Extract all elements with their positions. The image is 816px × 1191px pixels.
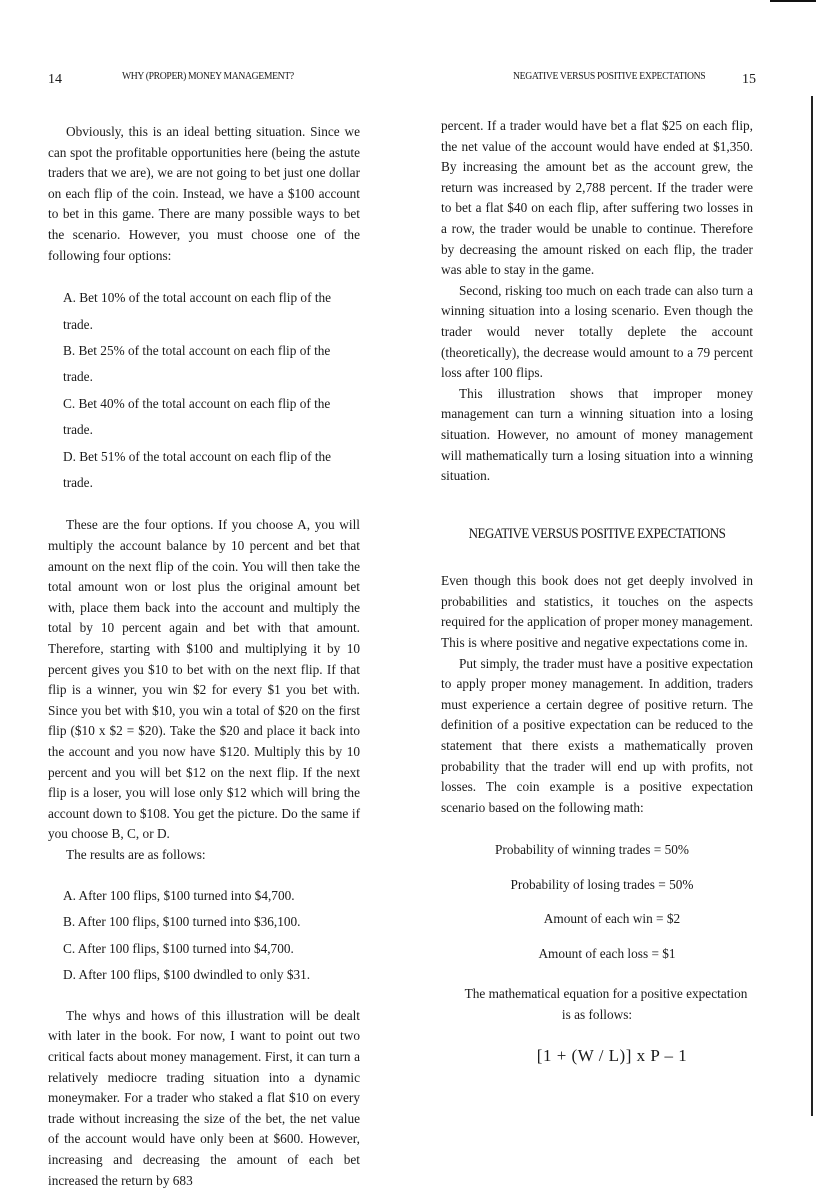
option-c: C. Bet 40% of the total account on each flip of the trade.: [63, 395, 331, 438]
left-page-number: 14: [48, 72, 62, 87]
results-intro-paragraph: The results are as follows:: [66, 846, 206, 862]
option-b: B. Bet 25% of the total account on each flip of the trade.: [63, 342, 331, 385]
expectations-intro-paragraph: Even though this book does not get deeply involved in probabilities and statistics, it touches on the aspects required for the application of proper money management. This is where positive and negative expectations come in.: [441, 573, 753, 651]
continuation-paragraph: percent. If a trader would have bet a flat $25 on each flip, the net value of the account would have ended at $1,350. By increasing the amount bet as the account grew, the return was increased by 2,788 percent. If the trader were to bet a flat $40 on each flip, after suffering two losses in a row, the trader would be unable to continue. Therefore by decreasing the amount risked on each flip, the trader was able to stay in the game.: [441, 118, 753, 278]
probability-losing: Probability of losing trades = 50%: [510, 876, 694, 892]
amount-each-win: Amount of each win = $2: [543, 911, 681, 927]
result-b: B. After 100 flips, $100 turned into $36,100.: [63, 914, 301, 930]
expectation-formula: [1 + (W / L)] x P – 1: [536, 1045, 688, 1065]
positive-expectation-paragraph: Put simply, the trader must have a positive expectation to apply proper money management. In addition, traders must experience a certain degree of positive return. The definition of a positive expectation can be reduced to the statement that there exists a mathematically proven probability that the trader will end up with profits, not losses. The coin example is a positive expectation scenario based on the following math:: [441, 655, 753, 815]
probability-winning: Probability of winning trades = 50%: [495, 842, 689, 858]
critical-facts-paragraph: The whys and hows of this illustration will be dealt with later in the book. For now, I want to point out two critical facts about money management. First, it can turn a relatively mediocre trading situation into a dynamic moneymaker. For a trader who staked a flat $10 on every trade without increasing the size of the bet, the net value of the account would have only been at $600. However, increasing and decreasing the amount of each bet increased the return by 683: [48, 1007, 360, 1188]
result-d: D. After 100 flips, $100 dwindled to only $31.: [63, 967, 311, 983]
equation-intro: The mathematical equation for a positive expectation is as follows:: [464, 986, 748, 1022]
betting-options-list: [48, 285, 360, 496]
option-d: D. Bet 51% of the total account on each flip of the trade.: [63, 448, 332, 490]
result-a: A. After 100 flips, $100 turned into $4,700.: [63, 887, 295, 903]
right-margin-rule: [811, 96, 813, 1116]
right-page-number: 15: [742, 72, 756, 87]
amount-each-loss: Amount of each loss = $1: [538, 945, 676, 961]
result-c: C. After 100 flips, $100 turned into $4,700.: [63, 940, 294, 956]
illustration-paragraph: This illustration shows that improper money management can turn a winning situation into a losing situation. However, no amount of money management will mathematically turn a losing situation into a winning situation.: [441, 385, 753, 484]
intro-paragraph: Obviously, this is an ideal betting situation. Since we can spot the profitable opportunities here (being the astute traders that we are), we are not going to bet just one dollar on each flip of the coin. Instead, we have a $100 account to bet in this game. There are many possible ways to bet the scenario. However, you must choose one of the following four options:: [48, 124, 360, 263]
risk-paragraph: Second, risking too much on each trade can also turn a winning situation into a losing scenario. Even though the trader would never totally deplete the account (theoretically), the decrease would amount to a 79 percent loss after 100 flips.: [441, 282, 753, 381]
results-list: [48, 883, 360, 989]
section-heading: NEGATIVE VERSUS POSITIVE EXPECTATIONS: [468, 525, 726, 542]
option-a: A. Bet 10% of the total account on each flip of the trade.: [63, 290, 332, 332]
left-running-head: WHY (PROPER) MONEY MANAGEMENT?: [122, 70, 294, 82]
top-corner-rule: [770, 0, 816, 2]
right-running-head: NEGATIVE VERSUS POSITIVE EXPECTATIONS: [513, 70, 706, 82]
left-page-column: [48, 122, 360, 1191]
probability-math-block: [441, 833, 753, 971]
options-explanation-paragraph: These are the four options. If you choose A, you will multiply the account balance by 10 percent and bet that amount on the next flip of the coin. You will then take the total amount won or lost plus the original amount bet with, place them back into the account and multiply the total by 10 percent again and bet with that amount. Therefore, starting with $100 and multiplying it by 10 percent gives you $10 to bet with on the next flip. If that flip is a winner, you win $2 for every $1 you bet with. Since you bet with $10, you win a total of $20 on the first flip ($10 x $2 = $20). Take the $20 and place it back into the account and you now have $120. Multiply this by 10 percent and you will bet $12 on the next flip. If the next flip is a loser, you will lose only $12 which will bring the account down to $108. You get the picture. Do the same if you choose B, C, or D.: [48, 517, 360, 842]
right-page-column: [441, 116, 753, 1066]
